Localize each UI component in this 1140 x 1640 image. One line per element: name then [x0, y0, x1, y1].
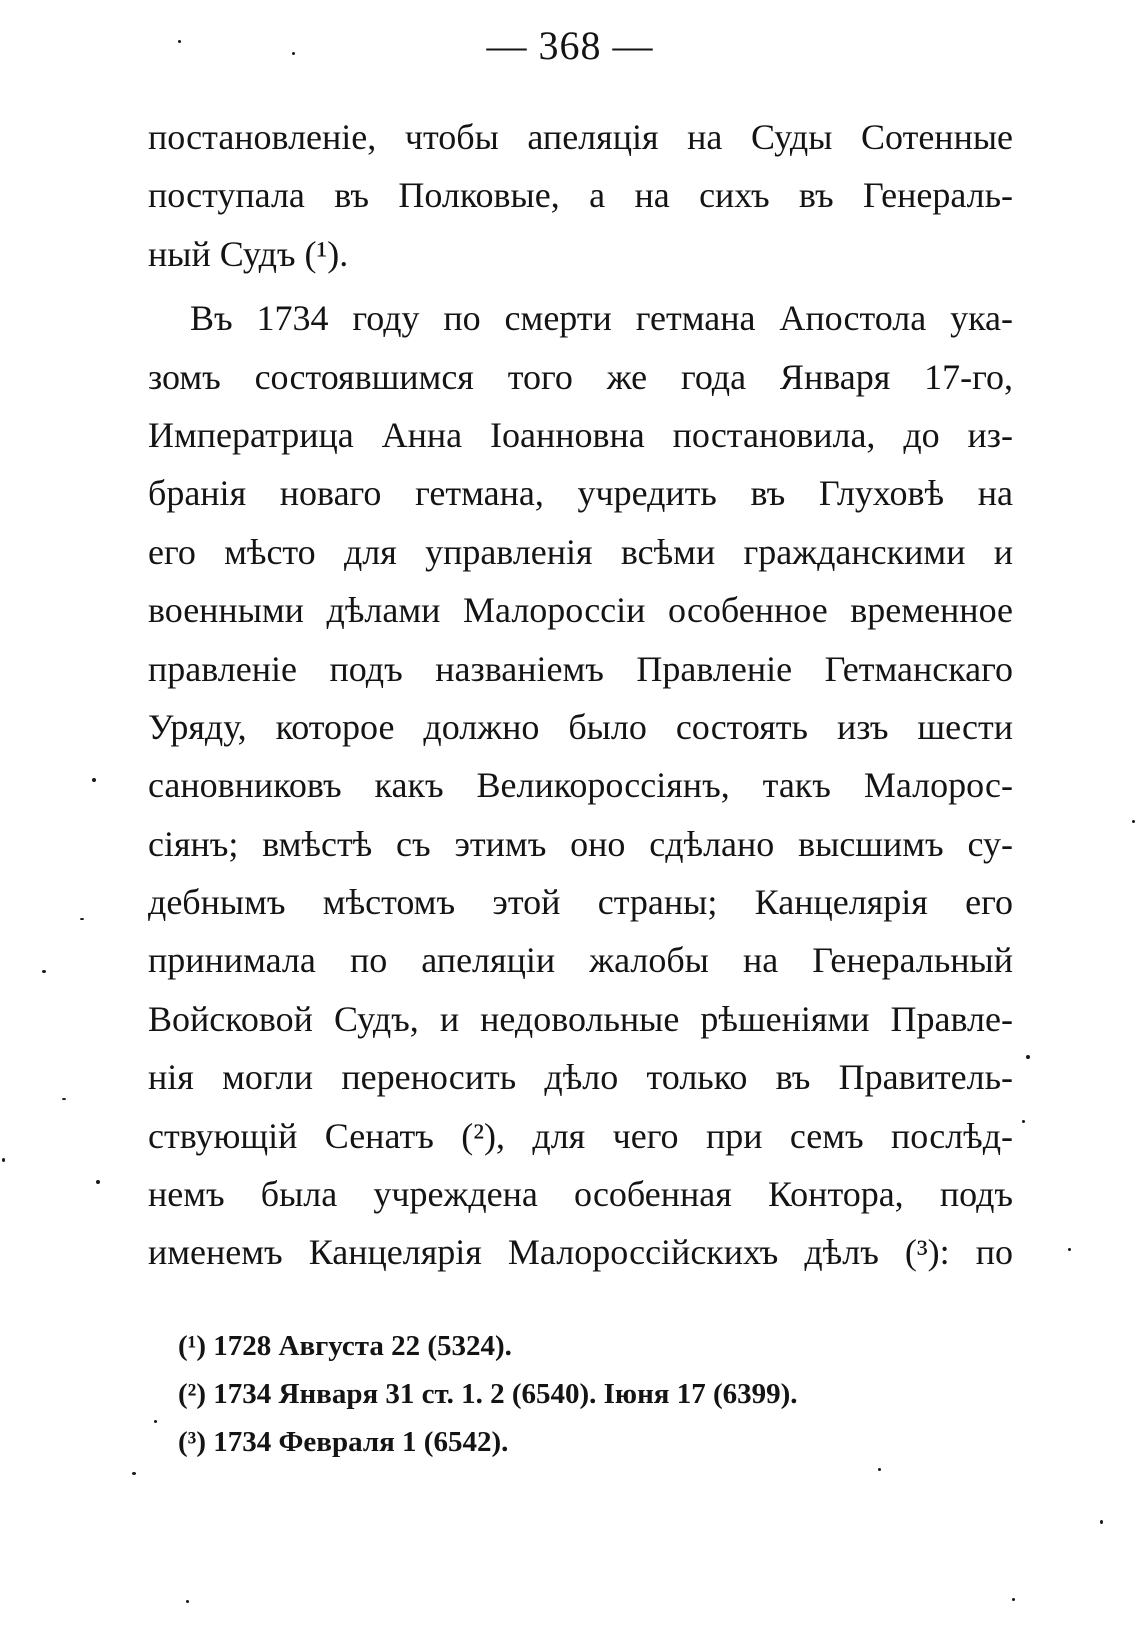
text-line: Императрица Анна Іоанновна постановила, до из- — [148, 414, 1013, 455]
text-line: бранія новаго гетмана, учредить въ Глуховѣ на — [148, 473, 1013, 514]
text-line: зомъ состоявшимся того же года Января 17-го, — [148, 356, 1013, 397]
footnote-1: (¹) 1728 Августа 22 (5324). — [178, 1330, 512, 1362]
text-line: ный Судъ (¹). — [148, 233, 349, 274]
text-line: именемъ Канцелярія Малороссійскихъ дѣлъ (³): по — [148, 1232, 1013, 1273]
text-line: сановниковъ какъ Великороссіянъ, такъ Малорос- — [148, 765, 1013, 806]
text-line: ствующій Сенатъ (²), для чего при семъ послѣд- — [148, 1115, 1013, 1156]
text-line: Уряду, которое должно было состоять изъ шести — [148, 706, 1013, 747]
text-line: правленіе подъ названіемъ Правленіе Гетманскаго — [148, 648, 1013, 689]
footnotes — [178, 1322, 1008, 1466]
text-line: его мѣсто для управленія всѣми гражданскими и — [148, 531, 1013, 572]
footnote-3: (³) 1734 Февраля 1 (6542). — [178, 1426, 509, 1458]
text-line: немъ была учреждена особенная Контора, подъ — [148, 1174, 1013, 1215]
text-line: сіянъ; вмѣстѣ съ этимъ оно сдѣлано высшимъ су- — [148, 823, 1013, 864]
text-line: военными дѣлами Малороссіи особенное временное — [148, 590, 1013, 631]
text-line: нія могли переносить дѣло только въ Правитель- — [148, 1057, 1013, 1098]
text-line: постановленіе, чтобы апеляція на Суды Сотенные — [148, 117, 1013, 157]
footnote-2: (²) 1734 Января 31 ст. 1. 2 (6540). Іюня 17 (6399). — [178, 1378, 798, 1410]
body-text — [148, 108, 1013, 1282]
paragraph-first-line: Въ 1734 году по смерти гетмана Апостола ука- — [190, 298, 1013, 339]
text-line: поступала въ Полковые, а на сихъ въ Генераль- — [148, 175, 1013, 216]
text-line: принимала по апеляціи жалобы на Генеральный — [148, 940, 1013, 981]
text-line: дебнымъ мѣстомъ этой страны; Канцелярія его — [148, 882, 1013, 923]
page-number: — 368 — — [486, 23, 654, 68]
text-line: Войсковой Судъ, и недовольные рѣшеніями Правле- — [148, 998, 1013, 1039]
